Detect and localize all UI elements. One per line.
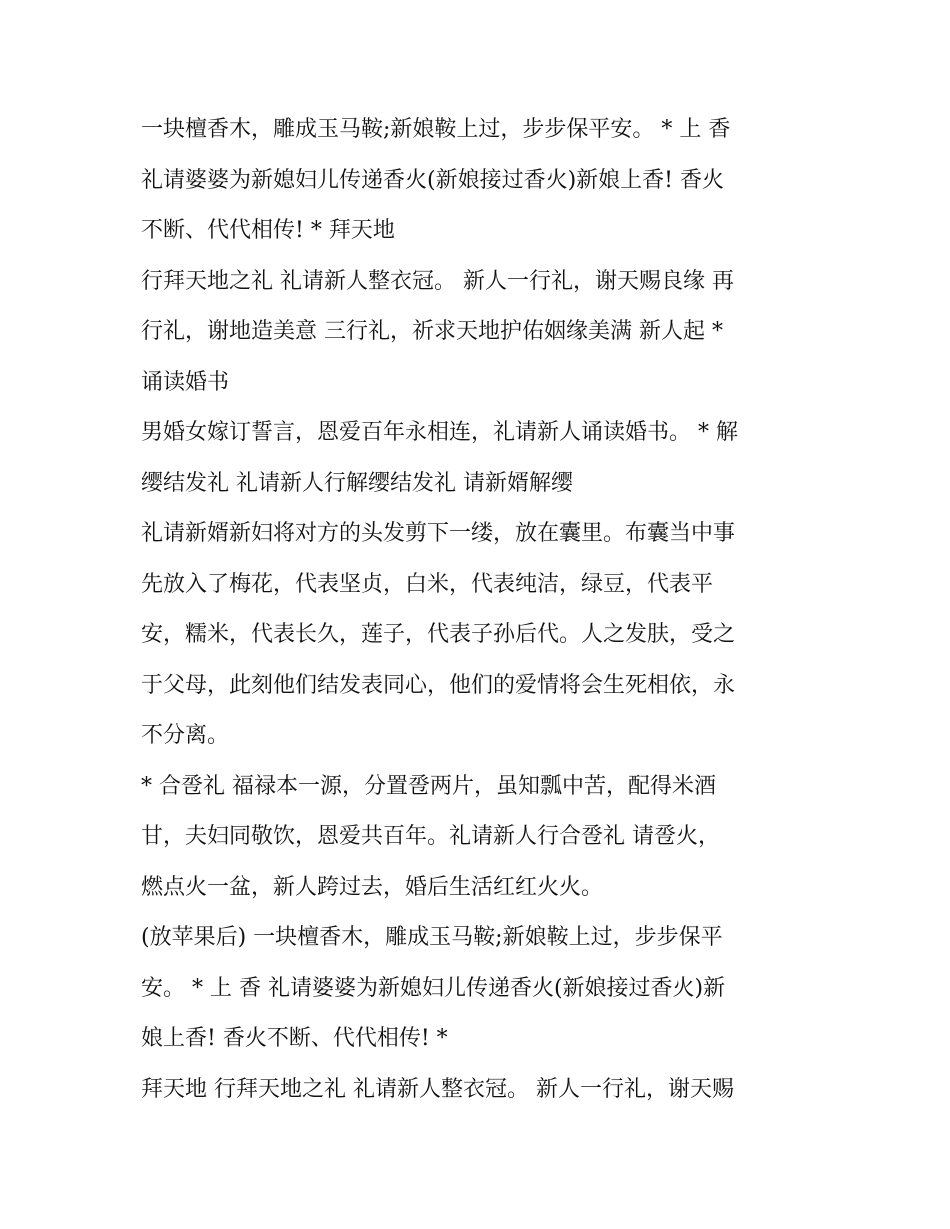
text-line: 于父母，此刻他们结发表同心，他们的爱情将会生死相依，永 <box>141 672 736 698</box>
text-line: 缨结发礼 礼请新人行解缨结发礼 请新婿解缨 <box>141 470 573 496</box>
text-line: 行礼，谢地造美意 三行礼，祈求天地护佑姻缘美满 新人起 * <box>141 319 723 344</box>
text-line: 拜天地 行拜天地之礼 礼请新人整衣冠。 新人一行礼，谢天赐 <box>141 1076 734 1102</box>
text-line: 甘，夫妇同敬饮，恩爱共百年。礼请新人行合卺礼 请卺火， <box>141 824 720 849</box>
text-line: 诵读婚书 <box>141 369 230 395</box>
text-line: 先放入了梅花，代表坚贞，白米，代表纯洁，绿豆，代表平 <box>141 571 714 597</box>
text-line: 行拜天地之礼 礼请新人整衣冠。 新人一行礼，谢天赐良缘 再 <box>141 268 734 294</box>
text-line: 礼请新婿新妇将对方的头发剪下一缕，放在囊里。布囊当中事 <box>141 521 736 546</box>
text-line: (放苹果后) 一块檀香木，雕成玉马鞍;新娘鞍上过，步步保平 <box>141 925 723 950</box>
text-line: 男婚女嫁订誓言，恩爱百年永相连，礼请新人诵读婚书。 * 解 <box>141 420 738 445</box>
text-line: 礼请婆婆为新媳妇儿传递香火(新娘接过香火)新娘上香! 香火 <box>141 167 725 193</box>
text-line: 安。 * 上 香 礼请婆婆为新媳妇儿传递香火(新娘接过香火)新 <box>141 975 726 1001</box>
text-line: * 合卺礼 福禄本一源，分置卺两片，虽知瓢中苦，配得米酒 <box>141 773 716 799</box>
text-line: 娘上香! 香火不断、代代相传! * <box>141 1026 448 1051</box>
text-line: 燃点火一盆，新人跨过去，婚后生活红红火火。 <box>141 874 604 900</box>
text-line: 安，糯米，代表长久，莲子，代表子孙后代。人之发肤，受之 <box>141 622 736 647</box>
text-line: 一块檀香木，雕成玉马鞍;新娘鞍上过，步步保平安。 * 上 香 <box>141 117 731 142</box>
document-body <box>141 105 821 1115</box>
text-line: 不断、代代相传! * 拜天地 <box>141 218 395 243</box>
text-line: 不分离。 <box>141 723 230 748</box>
